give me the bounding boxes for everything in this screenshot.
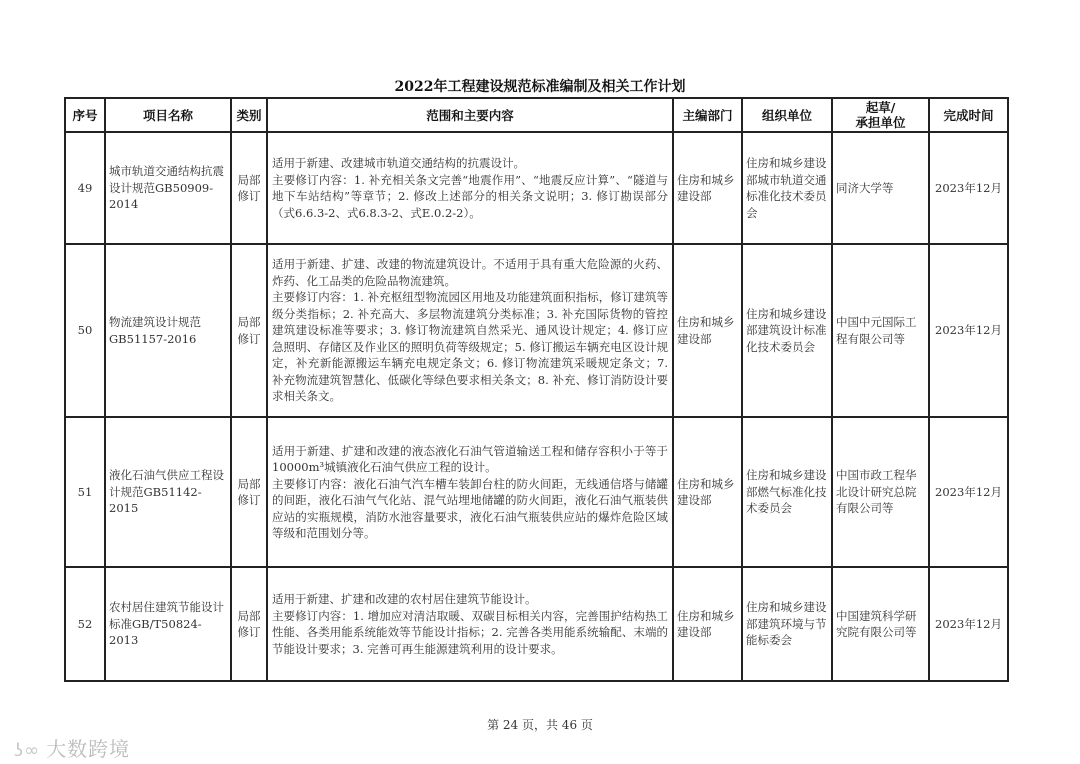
editor-dept: 住房和城乡建设部 (673, 244, 742, 417)
watermark-logo (14, 733, 130, 762)
content-scope: 适用于新建、扩建和改建的液态液化石油气管道输送工程和储存容积小于等于10000m³城镇液化石油气供应工程的设计。 (272, 443, 668, 474)
due-date: 2023年12月 (929, 567, 1008, 681)
drafting-unit: 中国市政工程华北设计研究总院有限公司等 (832, 417, 929, 567)
organizing-unit: 住房和城乡建设部城市轨道交通标准化技术委员会 (742, 132, 832, 244)
content-content: 主要修订内容：1. 增加应对清洁取暖、双碳目标相关内容，完善围护结构热工性能、各类用能系统能效等节能设计指标；2. 完善各类用能系统输配、末端的节能设计要求；3. 完善可再生能源建筑利用的设计要求。 (272, 608, 668, 656)
content-scope: 适用于新建、扩建和改建的农村居住建筑节能设计。 (272, 592, 537, 606)
document-title: 2022年工程建设规范标准编制及相关工作计划 (394, 79, 686, 95)
row-number: 49 (65, 132, 105, 244)
content-scope: 适用于新建、扩建、改建的物流建筑设计。不适用于具有重大危险源的火药、炸药、化工品类的危险品物流建筑。 (272, 257, 668, 288)
scope-content (267, 244, 673, 417)
category: 局部修订 (231, 567, 267, 681)
header-type: 类别 (231, 98, 267, 132)
due-date: 2023年12月 (929, 417, 1008, 567)
editor-dept: 住房和城乡建设部 (673, 567, 742, 681)
drafting-unit: 中国中元国际工程有限公司等 (832, 244, 929, 417)
scope-content (267, 417, 673, 567)
header-org: 组织单位 (742, 98, 832, 132)
table-row (65, 244, 1008, 417)
watermark-text: 大数跨境 (46, 737, 131, 761)
content-scope: 适用于新建、改建城市轨道交通结构的抗震设计。 (272, 156, 525, 170)
header-due: 完成时间 (929, 98, 1008, 132)
table-row (65, 567, 1008, 681)
content-content: 主要修订内容：1. 补充枢纽型物流园区用地及功能建筑面积指标，修订建筑等级分类指标；2. 补充高大、多层物流建筑分类标准；3. 补充国际货物的管控建筑建设标准等要求；3. 修订物流建筑自然采光、通风设计规定；4. 修订应急照明、存储区及作业区的照明负荷等级规定；5. 修订搬运车辆充电区设计规定，补充新能源搬运车辆充电规定条文；6. 修订物流建筑采暖规定条文；7. 补充物流建筑智慧化、低碳化等绿色要求相关条文；8. 补充、修订消防设计要求相关条文。 (272, 290, 668, 404)
page-number: 第 24 页，共 46 页 (487, 718, 593, 732)
editor-dept: 住房和城乡建设部 (673, 132, 742, 244)
scope-content (267, 567, 673, 681)
category: 局部修订 (231, 244, 267, 417)
content-content: 主要修订内容：液化石油气汽车槽车装卸台柱的防火间距，无线通信塔与储罐的间距，液化石油气气化站、混气站埋地储罐的防火间距，液化石油气瓶装供应站的实瓶规模，消防水池容量要求，液化石油气瓶装供应站的爆炸危险区域等级和范围划分等。 (272, 476, 668, 540)
row-number: 50 (65, 244, 105, 417)
table-header-row (65, 98, 1008, 132)
project-name: 城市轨道交通结构抗震设计规范GB50909-2014 (105, 132, 231, 244)
watermark-icon: ʖ∞ (14, 740, 41, 761)
table-row (65, 132, 1008, 244)
project-name: 物流建筑设计规范GB51157-2016 (105, 244, 231, 417)
content-content: 主要修订内容：1. 补充相关条文完善“地震作用”、“地震反应计算”、“隧道与地下车站结构”等章节；2. 修改上述部分的相关条文说明；3. 修订勘误部分（式6.6.3-2、式6.8.3-2、式E.0.2-2）。 (272, 172, 668, 220)
organizing-unit: 住房和城乡建设部燃气标准化技术委员会 (742, 417, 832, 567)
row-number: 51 (65, 417, 105, 567)
header-dept: 主编部门 (673, 98, 742, 132)
header-scope: 范围和主要内容 (267, 98, 673, 132)
drafting-unit: 中国建筑科学研究院有限公司等 (832, 567, 929, 681)
table-row (65, 417, 1008, 567)
drafting-unit: 同济大学等 (832, 132, 929, 244)
organizing-unit: 住房和城乡建设部建筑环境与节能标委会 (742, 567, 832, 681)
category: 局部修订 (231, 417, 267, 567)
due-date: 2023年12月 (929, 132, 1008, 244)
project-name: 农村居住建筑节能设计标准GB/T50824-2013 (105, 567, 231, 681)
row-number: 52 (65, 567, 105, 681)
work-plan-table (64, 97, 1009, 682)
organizing-unit: 住房和城乡建设部建筑设计标准化技术委员会 (742, 244, 832, 417)
header-no: 序号 (65, 98, 105, 132)
category: 局部修订 (231, 132, 267, 244)
editor-dept: 住房和城乡建设部 (673, 417, 742, 567)
scope-content (267, 132, 673, 244)
header-name: 项目名称 (105, 98, 231, 132)
header-drafter: 起草/ 承担单位 (832, 98, 929, 132)
due-date: 2023年12月 (929, 244, 1008, 417)
project-name: 液化石油气供应工程设计规范GB51142-2015 (105, 417, 231, 567)
